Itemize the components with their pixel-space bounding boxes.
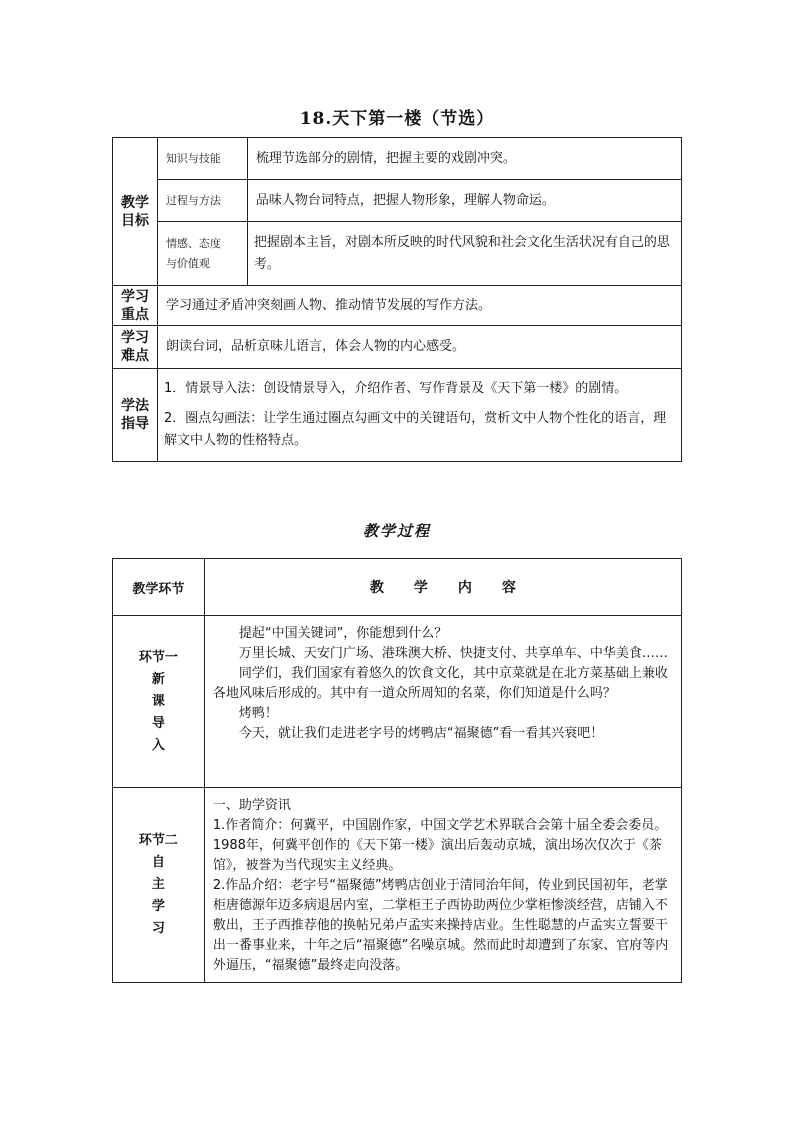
stage-column-header: 教学环节 xyxy=(113,559,205,616)
difficulty-label: 学习 难点 xyxy=(113,326,158,369)
objective-text: 把握剧本主旨，对剧本所反映的时代风貌和社会文化生活状况有自己的思考。 xyxy=(247,222,681,286)
method-row xyxy=(113,369,682,462)
stage1-label: 环节一 新 课 导 入 xyxy=(113,616,205,788)
objective-sub-label: 情感、态度 与价值观 xyxy=(157,222,247,286)
key-point-text: 学习通过矛盾冲突刻画人物、推动情节发展的写作方法。 xyxy=(157,286,681,326)
paragraph: 今天，就让我们走进老字号的烤鸭店“福聚德”看一看其兴衰吧！ xyxy=(238,726,604,741)
objective-row xyxy=(113,180,682,222)
objectives-table xyxy=(112,137,682,462)
objective-sub-label: 过程与方法 xyxy=(157,180,247,222)
objectives-label: 教学 目标 xyxy=(113,138,158,286)
paragraph: 1.作者简介：何冀平，中国剧作家，中国文学艺术界联合会第十届全委会委员。1988年，何冀平创作的《天下第一楼》演出后轰动京城，演出场次仅次于《茶馆》，被誉为当代现实主义经典。 xyxy=(212,818,668,873)
method-label: 学法 指导 xyxy=(113,369,158,462)
difficulty-text: 朗读台词，品析京味儿语言，体会人物的内心感受。 xyxy=(157,326,681,369)
stage2-content xyxy=(204,788,681,983)
objective-text: 品味人物台词特点，把握人物形象，理解人物命运。 xyxy=(247,180,681,222)
paragraph: 同学们，我们国家有着悠久的饮食文化，其中京菜就是在北方菜基础上兼收各地风味后形成的。其中有一道众所周知的名菜，你们知道是什么吗？ xyxy=(212,666,668,701)
method-item: 2．圈点勾画法：让学生通过圈点勾画文中的关键语句，赏析文中人物个性化的语言，理解文中人物的性格特点。 xyxy=(163,411,667,448)
paragraph: 提起“中国关键词”，你能想到什么？ xyxy=(238,626,448,641)
objective-sub-label: 知识与技能 xyxy=(157,138,247,180)
stage-row xyxy=(113,788,682,983)
key-point-row xyxy=(113,286,682,326)
process-header-row xyxy=(113,559,682,616)
process-table xyxy=(112,558,682,983)
paragraph: 2.作品介绍：老字号“福聚德”烤鸭店创业于清同治年间，传业到民国初年，老掌柜唐德源年迈多病退居内室，二掌柜王子西协助两位少掌柜惨淡经营，店铺入不敷出，王子西推荐他的换帖兄弟卢孟实来操持店业。生性聪慧的卢孟实立誓要干出一番事业来，十年之后“福聚德”名噪京城。然而此时却遭到了东家、官府等内外逼压，“福聚德”最终走向没落。 xyxy=(212,878,669,973)
process-title: 教学过程 xyxy=(362,522,431,540)
difficulty-row xyxy=(113,326,682,369)
method-item: 1．情景导入法：创设情景导入，介绍作者、写作背景及《天下第一楼》的剧情。 xyxy=(163,381,628,396)
paragraph: 万里长城、天安门广场、港珠澳大桥、快捷支付、共享单车、中华美食…… xyxy=(238,646,668,661)
stage1-content xyxy=(204,616,681,788)
content-column-header: 教学内容 xyxy=(204,559,681,616)
method-text xyxy=(157,369,681,462)
key-point-label: 学习 重点 xyxy=(113,286,158,326)
section-heading: 一、助学资讯 xyxy=(212,798,291,813)
stage2-label: 环节二 自 主 学 习 xyxy=(113,788,205,983)
objective-text: 梳理节选部分的剧情，把握主要的戏剧冲突。 xyxy=(247,138,681,180)
stage-row xyxy=(113,616,682,788)
document-title: 18.天下第一楼（节选） xyxy=(299,109,495,129)
objective-row xyxy=(113,138,682,180)
paragraph: 烤鸭！ xyxy=(238,706,278,721)
objective-row xyxy=(113,222,682,286)
